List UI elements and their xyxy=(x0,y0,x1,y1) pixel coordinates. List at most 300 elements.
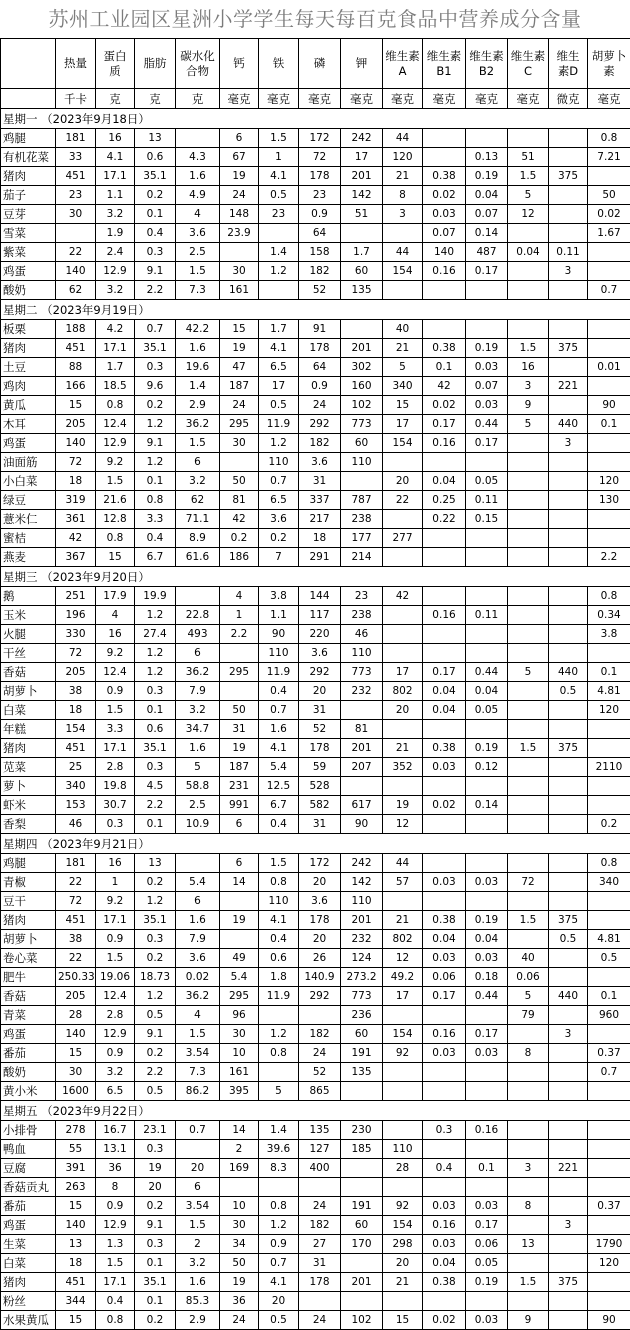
table-row xyxy=(1,701,630,720)
nutrient-value: 10 xyxy=(220,1197,259,1216)
nutrient-value: 188 xyxy=(56,320,96,339)
unit-cell: 克 xyxy=(96,89,135,109)
nutrient-value: 1.2 xyxy=(135,987,176,1006)
nutrient-value: 16 xyxy=(96,625,135,644)
food-name: 猪肉 xyxy=(1,339,56,358)
nutrient-value: 1.9 xyxy=(96,224,135,243)
nutrient-value: 6 xyxy=(176,892,220,911)
nutrient-value: 13 xyxy=(508,1235,549,1254)
food-name: 鸡腿 xyxy=(1,854,56,873)
table-row xyxy=(1,1006,630,1025)
nutrient-value xyxy=(383,1082,423,1101)
nutrient-value: 19 xyxy=(220,739,259,758)
page-title: 苏州工业园区星洲小学学生每天每百克食品中营养成分含量 xyxy=(0,0,630,38)
food-name: 鸡蛋 xyxy=(1,434,56,453)
nutrient-value xyxy=(259,224,299,243)
table-row xyxy=(1,1044,630,1063)
nutrient-value: 35.1 xyxy=(135,1273,176,1292)
table-row xyxy=(1,854,630,873)
nutrient-value: 217 xyxy=(299,510,341,529)
nutrient-value: 148 xyxy=(220,205,259,224)
nutrient-value: 9.1 xyxy=(135,434,176,453)
nutrient-value xyxy=(588,529,630,548)
nutrient-value: 0.1 xyxy=(588,987,630,1006)
nutrient-value: 0.2 xyxy=(135,873,176,892)
nutrient-value xyxy=(423,892,466,911)
nutrient-value: 0.6 xyxy=(135,148,176,167)
nutrient-value: 451 xyxy=(56,739,96,758)
nutrient-value xyxy=(549,873,588,892)
nutrient-value xyxy=(549,968,588,987)
nutrient-value: 3.6 xyxy=(259,510,299,529)
nutrient-value: 110 xyxy=(383,1140,423,1159)
nutrient-value: 153 xyxy=(56,796,96,815)
nutrient-value xyxy=(466,1292,508,1311)
nutrient-value: 18.5 xyxy=(96,377,135,396)
nutrient-value xyxy=(220,892,259,911)
nutrient-value: 0.13 xyxy=(466,148,508,167)
nutrient-value xyxy=(423,777,466,796)
nutrient-value: 0.2 xyxy=(135,949,176,968)
nutrient-value xyxy=(508,1140,549,1159)
nutrient-value: 5 xyxy=(176,758,220,777)
nutrient-value: 178 xyxy=(299,739,341,758)
nutrient-value: 30 xyxy=(220,1216,259,1235)
nutrient-value: 0.12 xyxy=(466,758,508,777)
nutrient-value: 3 xyxy=(508,1159,549,1178)
nutrient-value xyxy=(466,281,508,300)
nutrient-value: 140 xyxy=(423,243,466,262)
food-name: 胡萝卜 xyxy=(1,930,56,949)
nutrient-value: 2.4 xyxy=(96,243,135,262)
nutrient-value xyxy=(423,1292,466,1311)
nutrient-value xyxy=(508,720,549,739)
nutrient-value xyxy=(341,1178,383,1197)
nutrient-value: 2.9 xyxy=(176,396,220,415)
nutrient-value: 0.4 xyxy=(135,224,176,243)
nutrient-value: 0.03 xyxy=(466,873,508,892)
food-name: 白菜 xyxy=(1,701,56,720)
nutrient-value: 0.17 xyxy=(466,1025,508,1044)
nutrient-value: 4.9 xyxy=(176,186,220,205)
nutrient-value xyxy=(508,682,549,701)
nutrient-value xyxy=(423,644,466,663)
nutrient-value: 2.2 xyxy=(135,1063,176,1082)
nutrient-value xyxy=(508,224,549,243)
nutrient-value: 15 xyxy=(56,1044,96,1063)
nutrient-value: 0.6 xyxy=(259,949,299,968)
nutrient-value xyxy=(466,892,508,911)
nutrient-value: 0.04 xyxy=(466,682,508,701)
nutrient-value xyxy=(549,396,588,415)
nutrient-value xyxy=(588,1273,630,1292)
nutrient-value: 36.2 xyxy=(176,987,220,1006)
nutrient-value: 277 xyxy=(383,529,423,548)
food-name: 鸭血 xyxy=(1,1140,56,1159)
nutrient-value: 0.03 xyxy=(466,396,508,415)
nutrient-value: 24 xyxy=(299,1044,341,1063)
food-name: 小白菜 xyxy=(1,472,56,491)
nutrient-value xyxy=(341,1254,383,1273)
nutrient-value xyxy=(466,129,508,148)
nutrient-value xyxy=(423,854,466,873)
table-row xyxy=(1,529,630,548)
nutrient-value: 92 xyxy=(383,1044,423,1063)
food-name: 香菇贡丸 xyxy=(1,1178,56,1197)
table-row xyxy=(1,1121,630,1140)
food-name: 黄瓜 xyxy=(1,396,56,415)
nutrient-value: 1.2 xyxy=(135,606,176,625)
table-row xyxy=(1,1082,630,1101)
nutrient-value xyxy=(588,892,630,911)
table-row xyxy=(1,587,630,606)
nutrient-value: 17 xyxy=(259,377,299,396)
nutrient-value: 0.03 xyxy=(423,758,466,777)
nutrient-value: 3.8 xyxy=(259,587,299,606)
nutrient-value: 50 xyxy=(220,1254,259,1273)
nutrient-value: 0.9 xyxy=(259,1235,299,1254)
nutrient-value: 52 xyxy=(299,720,341,739)
nutrient-value: 0.04 xyxy=(423,701,466,720)
nutrient-value: 0.3 xyxy=(135,1235,176,1254)
food-name: 猪肉 xyxy=(1,911,56,930)
nutrient-value: 140 xyxy=(56,262,96,281)
nutrient-value xyxy=(466,720,508,739)
nutrient-value: 0.05 xyxy=(466,472,508,491)
nutrient-value: 90 xyxy=(588,1311,630,1330)
nutrient-value xyxy=(423,1006,466,1025)
nutrient-value: 263 xyxy=(56,1178,96,1197)
table-row xyxy=(1,339,630,358)
nutrient-value: 24 xyxy=(220,396,259,415)
table-row xyxy=(1,491,630,510)
day-header-row xyxy=(1,567,630,587)
nutrient-value: 1.4 xyxy=(176,377,220,396)
nutrient-value: 20 xyxy=(383,1254,423,1273)
nutrient-value: 7 xyxy=(259,548,299,567)
nutrient-value: 12.5 xyxy=(259,777,299,796)
food-name: 紫菜 xyxy=(1,243,56,262)
table-row xyxy=(1,663,630,682)
nutrient-value: 0.44 xyxy=(466,415,508,434)
column-header xyxy=(1,39,56,89)
nutrient-value: 0.02 xyxy=(423,1311,466,1330)
table-row xyxy=(1,548,630,567)
nutrient-value: 0.03 xyxy=(466,1044,508,1063)
nutrient-value xyxy=(549,1292,588,1311)
unit-cell: 微克 xyxy=(549,89,588,109)
nutrient-value: 391 xyxy=(56,1159,96,1178)
food-name: 胡萝卜 xyxy=(1,682,56,701)
nutrient-value: 102 xyxy=(341,1311,383,1330)
nutrient-value: 1.5 xyxy=(508,1273,549,1292)
nutrient-value: 23 xyxy=(56,186,96,205)
nutrient-value: 2.2 xyxy=(135,796,176,815)
nutrient-value: 17.1 xyxy=(96,739,135,758)
nutrient-value: 0.15 xyxy=(466,510,508,529)
nutrient-value xyxy=(549,815,588,834)
nutrient-value xyxy=(423,320,466,339)
table-row xyxy=(1,720,630,739)
unit-cell: 克 xyxy=(135,89,176,109)
nutrient-value: 1 xyxy=(259,148,299,167)
nutrient-value: 1.5 xyxy=(508,911,549,930)
table-row xyxy=(1,510,630,529)
nutrient-value: 124 xyxy=(341,949,383,968)
nutrient-value: 51 xyxy=(508,148,549,167)
nutrient-value: 127 xyxy=(299,1140,341,1159)
nutrient-value: 3 xyxy=(549,434,588,453)
nutrient-value: 187 xyxy=(220,377,259,396)
nutrient-value: 110 xyxy=(341,892,383,911)
nutrient-value: 1 xyxy=(220,606,259,625)
nutrient-value: 0.2 xyxy=(220,529,259,548)
nutrient-value: 172 xyxy=(299,129,341,148)
table-row xyxy=(1,1197,630,1216)
nutrient-value: 23.9 xyxy=(220,224,259,243)
table-row xyxy=(1,396,630,415)
column-header: 钾 xyxy=(341,39,383,89)
nutrient-value: 3.3 xyxy=(96,720,135,739)
table-row xyxy=(1,281,630,300)
nutrient-value: 302 xyxy=(341,358,383,377)
nutrient-value: 4.5 xyxy=(135,777,176,796)
nutrient-value: 773 xyxy=(341,987,383,1006)
food-name: 茄子 xyxy=(1,186,56,205)
nutrient-value xyxy=(423,281,466,300)
nutrient-value: 8 xyxy=(508,1044,549,1063)
table-row xyxy=(1,358,630,377)
nutrient-value: 187 xyxy=(220,758,259,777)
nutrient-value: 1.2 xyxy=(135,415,176,434)
nutrient-value: 3.54 xyxy=(176,1044,220,1063)
table-row xyxy=(1,815,630,834)
nutrient-value: 1.2 xyxy=(135,453,176,472)
nutrient-value: 0.19 xyxy=(466,739,508,758)
nutrient-value: 493 xyxy=(176,625,220,644)
nutrient-value: 6.7 xyxy=(259,796,299,815)
nutrient-value: 8.9 xyxy=(176,529,220,548)
nutrient-value: 0.7 xyxy=(588,1063,630,1082)
nutrient-value: 0.03 xyxy=(466,358,508,377)
nutrient-value xyxy=(549,472,588,491)
nutrient-value: 21.6 xyxy=(96,491,135,510)
nutrient-value: 178 xyxy=(299,911,341,930)
nutrient-value: 19 xyxy=(220,339,259,358)
nutrient-value: 3.6 xyxy=(176,949,220,968)
nutrient-value: 12.4 xyxy=(96,663,135,682)
nutrient-value: 0.17 xyxy=(466,1216,508,1235)
nutrient-value: 0.11 xyxy=(466,606,508,625)
nutrient-value: 0.1 xyxy=(135,701,176,720)
nutrient-value: 1.2 xyxy=(135,892,176,911)
nutrient-value xyxy=(549,205,588,224)
nutrient-value xyxy=(549,854,588,873)
nutrient-value xyxy=(549,606,588,625)
nutrient-value: 221 xyxy=(549,1159,588,1178)
nutrient-value: 0.38 xyxy=(423,1273,466,1292)
nutrient-value: 2.2 xyxy=(220,625,259,644)
nutrient-value: 0.1 xyxy=(466,1159,508,1178)
nutrient-value xyxy=(588,320,630,339)
nutrient-value: 18 xyxy=(299,529,341,548)
nutrient-value xyxy=(508,262,549,281)
nutrient-value xyxy=(549,453,588,472)
nutrient-value: 154 xyxy=(383,1216,423,1235)
nutrient-value: 17.1 xyxy=(96,167,135,186)
nutrient-value xyxy=(383,720,423,739)
nutrient-value: 0.37 xyxy=(588,1044,630,1063)
nutrient-value: 15 xyxy=(56,396,96,415)
nutrient-value xyxy=(549,1254,588,1273)
nutrient-value xyxy=(549,281,588,300)
nutrient-value: 0.01 xyxy=(588,358,630,377)
nutrient-value: 144 xyxy=(299,587,341,606)
nutrient-value xyxy=(259,1006,299,1025)
nutrient-value: 33 xyxy=(56,148,96,167)
nutrient-value: 3 xyxy=(508,377,549,396)
nutrient-value xyxy=(508,796,549,815)
nutrient-value: 42 xyxy=(56,529,96,548)
nutrient-value xyxy=(588,243,630,262)
nutrient-value: 59 xyxy=(299,758,341,777)
nutrient-value: 0.3 xyxy=(135,1140,176,1159)
nutrient-value: 0.7 xyxy=(588,281,630,300)
nutrient-value: 49 xyxy=(220,949,259,968)
nutrient-value xyxy=(383,281,423,300)
table-row xyxy=(1,930,630,949)
nutrient-value: 28 xyxy=(56,1006,96,1025)
table-row xyxy=(1,377,630,396)
nutrient-value: 205 xyxy=(56,415,96,434)
nutrient-value xyxy=(588,1025,630,1044)
nutrient-value: 0.4 xyxy=(259,815,299,834)
food-name: 黄小米 xyxy=(1,1082,56,1101)
nutrient-value: 451 xyxy=(56,911,96,930)
food-name: 虾米 xyxy=(1,796,56,815)
nutrient-value: 0.8 xyxy=(96,529,135,548)
nutrient-value: 1.5 xyxy=(259,129,299,148)
nutrient-value: 201 xyxy=(341,1273,383,1292)
header-row xyxy=(1,39,630,89)
nutrient-value: 582 xyxy=(299,796,341,815)
food-name: 香梨 xyxy=(1,815,56,834)
nutrient-value: 1.2 xyxy=(135,644,176,663)
nutrient-value: 3.2 xyxy=(96,1063,135,1082)
nutrient-value: 201 xyxy=(341,911,383,930)
nutrient-value xyxy=(508,644,549,663)
nutrient-value: 0.5 xyxy=(259,186,299,205)
nutrient-value: 0.04 xyxy=(423,682,466,701)
nutrient-value xyxy=(549,949,588,968)
food-name: 年糕 xyxy=(1,720,56,739)
nutrient-value: 15 xyxy=(220,320,259,339)
nutrient-value xyxy=(549,777,588,796)
nutrient-value: 242 xyxy=(341,129,383,148)
nutrient-value: 24 xyxy=(220,186,259,205)
nutrient-value xyxy=(220,1178,259,1197)
nutrient-value xyxy=(466,529,508,548)
nutrient-value: 352 xyxy=(383,758,423,777)
nutrient-value: 1790 xyxy=(588,1235,630,1254)
nutrient-value: 3 xyxy=(549,1025,588,1044)
nutrient-value: 135 xyxy=(299,1121,341,1140)
table-row xyxy=(1,739,630,758)
nutrient-value: 340 xyxy=(383,377,423,396)
nutrient-value xyxy=(220,682,259,701)
day-header-row xyxy=(1,834,630,854)
table-row xyxy=(1,892,630,911)
nutrient-value: 0.2 xyxy=(588,815,630,834)
nutrient-value: 0.17 xyxy=(466,262,508,281)
nutrient-value xyxy=(508,491,549,510)
day-label: 星期五 （2023年9月22日） xyxy=(1,1101,630,1121)
unit-cell: 毫克 xyxy=(588,89,630,109)
nutrient-value: 1.5 xyxy=(508,339,549,358)
nutrient-value: 0.8 xyxy=(588,854,630,873)
table-row xyxy=(1,1063,630,1082)
nutrient-value: 36.2 xyxy=(176,663,220,682)
nutrient-value: 0.07 xyxy=(466,377,508,396)
nutrient-value: 46 xyxy=(56,815,96,834)
nutrient-value: 0.8 xyxy=(588,587,630,606)
nutrient-value: 49.2 xyxy=(383,968,423,987)
unit-cell: 毫克 xyxy=(508,89,549,109)
day-header-row xyxy=(1,1101,630,1121)
nutrient-value: 9.2 xyxy=(96,453,135,472)
food-name: 鹅 xyxy=(1,587,56,606)
nutrient-value: 295 xyxy=(220,987,259,1006)
nutrient-value xyxy=(588,453,630,472)
nutrient-value: 102 xyxy=(341,396,383,415)
nutrient-value: 72 xyxy=(299,148,341,167)
nutrient-value xyxy=(423,815,466,834)
nutrient-value: 20 xyxy=(383,472,423,491)
nutrient-value: 0.05 xyxy=(466,1254,508,1273)
nutrient-value: 7.3 xyxy=(176,1063,220,1082)
nutrient-value: 1.1 xyxy=(96,186,135,205)
food-name: 酸奶 xyxy=(1,1063,56,1082)
nutrient-value: 0.5 xyxy=(259,396,299,415)
nutrient-value xyxy=(383,606,423,625)
nutrient-value: 182 xyxy=(299,434,341,453)
nutrient-value: 71.1 xyxy=(176,510,220,529)
nutrient-value: 375 xyxy=(549,167,588,186)
nutrient-value: 1.5 xyxy=(96,472,135,491)
nutrient-value: 1.7 xyxy=(341,243,383,262)
nutrient-value: 960 xyxy=(588,1006,630,1025)
nutrient-value: 367 xyxy=(56,548,96,567)
day-label: 星期三 （2023年9月20日） xyxy=(1,567,630,587)
nutrient-value: 298 xyxy=(383,1235,423,1254)
nutrient-value: 50 xyxy=(220,472,259,491)
nutrient-value: 182 xyxy=(299,1025,341,1044)
nutrient-value: 4.1 xyxy=(259,1273,299,1292)
nutrient-value: 487 xyxy=(466,243,508,262)
nutrient-value: 22 xyxy=(56,949,96,968)
nutrient-value: 72 xyxy=(56,453,96,472)
nutrient-value: 5 xyxy=(508,663,549,682)
nutrient-value: 154 xyxy=(383,1025,423,1044)
nutrient-value: 1.2 xyxy=(259,262,299,281)
nutrient-value: 0.8 xyxy=(96,396,135,415)
food-name: 萝卜 xyxy=(1,777,56,796)
nutrient-value: 0.14 xyxy=(466,796,508,815)
nutrient-value: 0.18 xyxy=(466,968,508,987)
unit-cell: 毫克 xyxy=(299,89,341,109)
nutrient-value: 205 xyxy=(56,987,96,1006)
nutrient-value: 2.2 xyxy=(588,548,630,567)
